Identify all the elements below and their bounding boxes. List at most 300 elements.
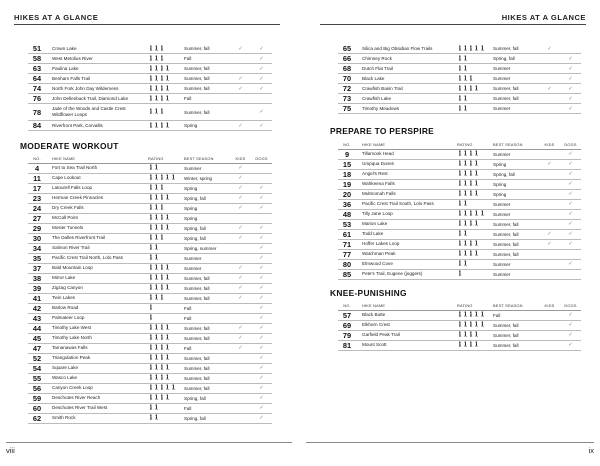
column-header-no: NO. [28,154,46,163]
dogs-cell [251,121,272,131]
checkmark-icon: ✓ [547,161,552,167]
hike-number: 56 [28,383,46,393]
hike-rating [457,74,493,84]
kids-cell [230,233,251,243]
best-season: Summer, fall [184,333,230,343]
column-header-season: BEST SEASON [493,140,539,149]
best-season: Fall [493,310,539,320]
right-continued-table [338,44,581,114]
checkmark-icon: ✓ [547,85,552,92]
hike-name: Timothy Lake North [46,333,148,343]
checkmark-icon: ✓ [568,55,573,62]
table-row [338,104,581,114]
hike-name: Mount Scott [356,340,457,350]
hike-rating [148,193,184,203]
kids-cell [230,203,251,213]
best-season: Summer, fall [493,229,539,239]
best-season: Summer, fall [184,353,230,363]
hike-rating [457,269,493,279]
hiker-icon: 🚶 [468,332,474,338]
best-season: Fall [184,303,230,313]
best-season: Summer, fall [184,293,230,303]
hiker-icon: 🚶 [473,322,480,328]
hiker-icon: 🚶 [473,211,480,217]
hike-name: Pete's Trail, Eugene (joggers) [356,269,457,279]
hiker-icon: 🚶 [159,365,165,371]
dogs-cell [251,313,272,323]
checkmark-icon: ✓ [568,65,573,72]
hiker-icon: 🚶 [164,385,171,391]
kids-cell [230,183,251,193]
hike-name: Hoffer Lakes Loop [356,239,457,249]
hiker-icon: 🚶 [164,395,171,401]
hiker-icon: 🚶 [159,85,165,92]
hike-number: 75 [338,104,356,114]
hike-number: 24 [28,203,46,213]
checkmark-icon: ✓ [238,205,243,211]
hiker-icon: 🚶 [148,375,154,381]
hike-name: Tilly Jane Loop [356,209,457,219]
checkmark-icon: ✓ [238,85,243,92]
hike-rating [457,209,493,219]
hike-number: 55 [28,373,46,383]
kids-cell [230,343,251,353]
kids-cell [539,179,560,189]
hiker-icon: 🚶 [457,75,463,82]
hike-number: 57 [338,310,356,320]
hike-number: 66 [338,54,356,64]
hiker-icon: 🚶 [153,345,160,351]
checkmark-icon: ✓ [547,231,552,237]
hiker-icon: 🚶 [468,211,474,217]
hiker-icon: 🚶 [153,205,160,211]
hike-rating [148,363,184,373]
hike-name: Deschutes River Reach [46,393,148,403]
dogs-cell [560,104,581,114]
hike-number: 54 [28,363,46,373]
checkmark-icon: ✓ [259,235,264,241]
table-row [28,74,272,84]
kids-cell [230,323,251,333]
hiker-icon: 🚶 [457,85,463,92]
hiker-icon: 🚶 [462,65,469,72]
checkmark-icon: ✓ [568,105,573,112]
table-row [28,293,272,303]
hiker-icon: 🚶 [148,75,154,82]
table-row [28,64,272,74]
kids-cell [539,94,560,104]
best-season: Summer, fall [184,104,230,121]
column-header-dogs: DOGS [251,154,272,163]
hike-rating [148,104,184,121]
hiker-icon: 🚶 [164,195,171,201]
hiker-icon: 🚶 [159,122,165,129]
hiker-icon: 🚶 [153,265,160,271]
hike-name: The Dalles Riverfront Trail [46,233,148,243]
hike-rating [457,219,493,229]
hiker-icon: 🚶 [148,45,154,52]
table-row [338,229,581,239]
hiker-icon: 🚶 [153,109,160,115]
hike-rating [148,403,184,413]
column-header-name: HIKE NAME [356,140,457,149]
hike-name: Mirror Lake [46,273,148,283]
hike-rating [148,263,184,273]
column-header-rating: RATING [148,154,184,163]
hike-rating [148,173,184,183]
hiker-icon: 🚶 [164,65,171,72]
hiker-icon: 🚶 [164,265,171,271]
hike-number: 47 [28,343,46,353]
kids-cell [230,353,251,363]
hike-name: Angel's Rest [356,169,457,179]
dogs-cell [251,243,272,253]
hike-name: Black Lake [356,74,457,84]
hiker-icon: 🚶 [473,85,480,92]
hike-rating [148,413,184,423]
kids-cell [230,54,251,64]
checkmark-icon: ✓ [259,345,264,351]
hike-rating [457,94,493,104]
kids-cell [230,84,251,94]
best-season: Summer [184,253,230,263]
hiker-icon: 🚶 [153,325,160,331]
checkmark-icon: ✓ [568,151,573,157]
checkmark-icon: ✓ [259,185,264,191]
dogs-cell [560,159,581,169]
dogs-cell [251,263,272,273]
checkmark-icon: ✓ [259,255,264,261]
hiker-icon: 🚶 [153,75,160,82]
best-season: Summer, fall [184,283,230,293]
checkmark-icon: ✓ [259,375,264,381]
best-season: Summer [493,259,539,269]
hiker-icon: 🚶 [462,55,469,62]
hiker-icon: 🚶 [159,275,165,281]
hike-number: 74 [28,84,46,94]
hiker-icon: 🚶 [153,365,160,371]
hiker-icon: 🚶 [153,285,160,291]
dogs-cell [251,223,272,233]
hiker-icon: 🚶 [468,191,474,197]
checkmark-icon: ✓ [238,345,243,351]
hiker-icon: 🚶 [148,95,154,102]
table-row [338,189,581,199]
hike-name: Tamanawas Falls [46,343,148,353]
checkmark-icon: ✓ [547,241,552,247]
hiker-icon: 🚶 [148,195,154,201]
table-row [28,233,272,243]
hiker-icon: 🚶 [148,385,154,391]
hiker-icon: 🚶 [468,85,474,92]
dogs-cell [560,44,581,54]
checkmark-icon: ✓ [568,312,573,318]
checkmark-icon: ✓ [259,45,264,52]
hiker-icon: 🚶 [159,175,165,181]
hike-number: 69 [338,320,356,330]
hiker-icon: 🚶 [164,175,171,181]
hike-rating [148,243,184,253]
dogs-cell [560,64,581,74]
kids-cell [539,54,560,64]
dogs-cell [251,413,272,423]
hiker-icon: 🚶 [159,65,165,72]
best-season: Summer, fall [184,363,230,373]
left-continued-block [28,44,272,131]
kids-cell [230,413,251,423]
dogs-cell [251,373,272,383]
best-season: Summer [493,209,539,219]
hiker-icon: 🚶 [153,175,160,181]
hiker-icon: 🚶 [462,322,469,328]
hiker-icon: 🚶 [159,225,165,231]
kids-cell [230,193,251,203]
checkmark-icon: ✓ [568,191,573,197]
hike-number: 80 [338,259,356,269]
kids-cell [230,253,251,263]
dogs-cell [560,209,581,219]
hiker-icon: 🚶 [159,95,165,102]
kids-cell [230,273,251,283]
table-row [338,199,581,209]
hiker-icon: 🚶 [457,201,463,207]
knee-table [338,301,581,351]
hiker-icon: 🚶 [148,285,154,291]
hiker-icon: 🚶 [148,245,154,251]
kids-cell [230,173,251,183]
hike-rating [148,393,184,403]
kids-cell [539,269,560,279]
hiker-icon: 🚶 [148,215,154,221]
hiker-icon: 🚶 [159,295,165,301]
checkmark-icon: ✓ [259,65,264,72]
best-season: Summer, fall [493,239,539,249]
hike-number: 62 [28,413,46,423]
checkmark-icon: ✓ [568,322,573,328]
hike-number: 38 [28,273,46,283]
hiker-icon: 🚶 [148,235,154,241]
hiker-icon: 🚶 [148,225,154,231]
best-season: Summer, fall [184,64,230,74]
dogs-cell [560,199,581,209]
dogs-cell [560,169,581,179]
hiker-icon: 🚶 [153,225,160,231]
best-season: Fall [184,403,230,413]
hiker-icon: 🚶 [462,332,469,338]
hiker-icon: 🚶 [148,405,154,411]
column-header-kids: KIDS [539,140,560,149]
hike-number: 27 [28,213,46,223]
best-season: Spring, fall [184,413,230,423]
hiker-icon: 🚶 [468,312,474,318]
checkmark-icon: ✓ [259,395,264,401]
hike-rating [148,183,184,193]
best-season: Summer [493,104,539,114]
checkmark-icon: ✓ [259,109,264,115]
hiker-icon: 🚶 [462,312,469,318]
hiker-icon: 🚶 [462,75,469,82]
kids-cell [230,403,251,413]
hiker-icon: 🚶 [148,205,154,211]
kids-cell [539,64,560,74]
hike-number: 30 [28,233,46,243]
column-header-rating: RATING [457,301,493,310]
hike-name: McCall Point [46,213,148,223]
table-row [28,243,272,253]
hike-name: Jade of the Woods and Castle Crest Wildflower Loops [46,104,148,121]
kids-cell [539,219,560,229]
hike-rating [148,74,184,84]
kids-cell [230,64,251,74]
dogs-cell [251,333,272,343]
best-season: Summer, fall [184,373,230,383]
hike-name: Smith Rock [46,413,148,423]
checkmark-icon: ✓ [568,261,573,267]
perspire-block [338,140,581,280]
hike-number: 15 [338,159,356,169]
hike-name: Timothy Lake West [46,323,148,333]
hiker-icon: 🚶 [164,335,171,341]
hiker-icon: 🚶 [473,221,480,227]
table-row [28,393,272,403]
hike-rating [457,64,493,74]
kids-cell [539,229,560,239]
dogs-cell [560,340,581,350]
hike-number: 84 [28,121,46,131]
hiker-icon: 🚶 [148,65,154,72]
hike-rating [457,330,493,340]
table-row [28,173,272,183]
kids-cell [539,249,560,259]
table-row [28,363,272,373]
dogs-cell [251,283,272,293]
hiker-icon: 🚶 [148,295,154,301]
hiker-icon: 🚶 [164,285,171,291]
hike-rating [148,383,184,393]
dogs-cell [560,259,581,269]
hiker-icon: 🚶 [164,345,171,351]
hike-number: 85 [338,269,356,279]
checkmark-icon: ✓ [547,45,552,52]
hike-number: 73 [338,94,356,104]
hiker-icon: 🚶 [462,231,469,237]
checkmark-icon: ✓ [259,225,264,231]
hiker-icon: 🚶 [473,241,480,247]
kids-cell [230,104,251,121]
kids-cell [230,44,251,54]
hike-name: John Dellenback Trail, Diamond Lake [46,94,148,104]
best-season: Spring, fall [184,393,230,403]
kids-cell [539,169,560,179]
kids-cell [230,373,251,383]
checkmark-icon: ✓ [238,295,243,301]
dogs-cell [560,239,581,249]
kids-cell [539,209,560,219]
hike-number: 63 [28,64,46,74]
header-rule-left [14,24,280,25]
hiker-icon: 🚶 [159,205,165,211]
dogs-cell [251,343,272,353]
hiker-icon: 🚶 [457,241,463,247]
hike-name: Barlow Road [46,303,148,313]
checkmark-icon: ✓ [259,295,264,301]
table-row [338,64,581,74]
section-title-knee: KNEE-PUNISHING [330,288,407,298]
knee-header-row [338,301,581,310]
hike-number: 9 [338,149,356,159]
best-season: Winter, spring [184,173,230,183]
hiker-icon: 🚶 [457,191,463,197]
hike-number: 19 [338,179,356,189]
hiker-icon: 🚶 [153,375,160,381]
hike-rating [148,293,184,303]
best-season: Spring, fall [493,169,539,179]
hike-rating [148,64,184,74]
table-row [28,323,272,333]
checkmark-icon: ✓ [568,181,573,187]
hiker-icon: 🚶 [479,45,486,52]
hike-name: Crawfish Lake [356,94,457,104]
hiker-icon: 🚶 [462,211,469,217]
page-number-left: viii [6,446,15,455]
dogs-cell [560,84,581,94]
hiker-icon: 🚶 [153,95,160,102]
hike-name: Todd Lake [356,229,457,239]
best-season: Summer, fall [493,84,539,94]
best-season: Spring [493,189,539,199]
dogs-cell [251,84,272,94]
table-row [338,249,581,259]
hike-name: Cape Lookout [46,173,148,183]
hike-rating [457,340,493,350]
hike-rating [148,283,184,293]
hike-rating [148,373,184,383]
kids-cell [539,74,560,84]
table-row [338,320,581,330]
checkmark-icon: ✓ [568,332,573,338]
hiker-icon: 🚶 [159,265,165,271]
hiker-icon: 🚶 [164,375,171,381]
hike-number: 17 [28,183,46,193]
hiker-icon: 🚶 [468,241,474,247]
hiker-icon: 🚶 [148,325,154,331]
hike-name: Garfield Peak Trail [356,330,457,340]
table-row [338,219,581,229]
hiker-icon: 🚶 [462,251,469,257]
hiker-icon: 🚶 [153,395,160,401]
best-season: Summer [184,263,230,273]
hiker-icon: 🚶 [457,151,463,157]
dogs-cell [560,189,581,199]
hiker-icon: 🚶 [457,221,463,227]
hike-name: Black Butte [356,310,457,320]
hiker-icon: 🚶 [148,55,154,62]
dogs-cell [251,183,272,193]
hiker-icon: 🚶 [462,221,469,227]
dogs-cell [560,54,581,64]
hiker-icon: 🚶 [473,251,480,257]
hiker-icon: 🚶 [153,245,160,251]
hiker-icon: 🚶 [159,75,165,82]
hiker-icon: 🚶 [164,325,171,331]
dogs-cell [251,403,272,413]
dogs-cell [251,44,272,54]
kids-cell [539,104,560,114]
dogs-cell [251,74,272,84]
hiker-icon: 🚶 [457,322,463,328]
dogs-cell [560,179,581,189]
dogs-cell [251,94,272,104]
